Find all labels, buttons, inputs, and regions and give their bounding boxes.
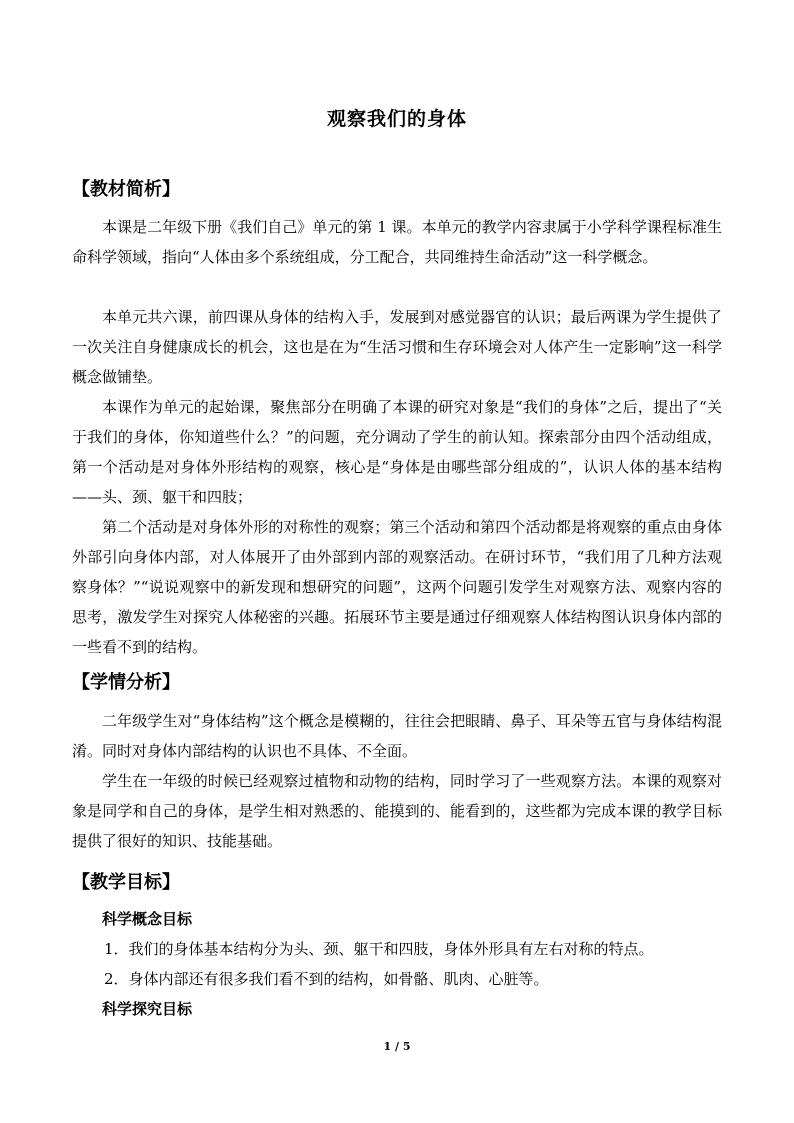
paragraph: 本课作为单元的起始课，聚焦部分在明确了本课的研究对象是“我们的身体”之后，提出了“关于我们的身体，你知道些什么？”的问题，充分调动了学生的前认知。探索部分由四个活动组成，第一个活动是对身体外形结构的观察，核心是“身体是由哪些部分组成的”，认识人体的基本结构——头、颈、躯干和四肢；: [72, 398, 722, 506]
subheading-science-inquiry-goals: 科学探究目标: [102, 1000, 193, 1018]
section-heading-textbook-analysis: 【教材简析】: [72, 179, 180, 200]
document-title: 观察我们的身体: [326, 108, 467, 130]
paragraph: 学生在一年级的时候已经观察过植物和动物的结构，同时学习了一些观察方法。本课的观察对象是同学和自己的身体，是学生相对熟悉的、能摸到的、能看到的，这些都为完成本课的教学目标提供了很好的知识、技能基础。: [72, 772, 722, 850]
section-heading-learner-analysis: 【学情分析】: [72, 672, 180, 693]
paragraph: 本单元共六课，前四课从身体的结构入手，发展到对感觉器官的认识；最后两课为学生提供了一次关注自身健康成长的机会，这也是在为“生活习惯和生存环境会对人体产生一定影响”这一科学概念做铺垫。: [72, 308, 722, 386]
paragraph: 二年级学生对“身体结构”这个概念是模糊的，往往会把眼睛、鼻子、耳朵等五官与身体结构混淆。同时对身体内部结构的认识也不具体、不全面。: [72, 712, 722, 760]
subheading-science-concept-goals: 科学概念目标: [102, 910, 193, 928]
page-number: 1 / 5: [383, 1040, 411, 1053]
section-heading-teaching-goals: 【教学目标】: [72, 872, 180, 893]
paragraph: 本课是二年级下册《我们自己》单元的第 1 课。本单元的教学内容隶属于小学科学课程标准生命科学领域，指向“人体由多个系统组成，分工配合，共同维持生命活动”这一科学概念。: [72, 218, 722, 266]
paragraph: 第二个活动是对身体外形的对称性的观察；第三个活动和第四个活动都是将观察的重点由身体外部引向身体内部，对人体展开了由外部到内部的观察活动。在研讨环节，“我们用了几种方法观察身体？”“说说观察中的新发现和想研究的问题”，这两个问题引发学生对观察方法、观察内容的思考，激发学生对探究人体秘密的兴趣。拓展环节主要是通过仔细观察人体结构图认识身体内部的一些看不到的结构。: [72, 518, 722, 656]
list-item: 2．身体内部还有很多我们看不到的结构，如骨骼、肌肉、心脏等。: [104, 970, 549, 988]
list-item: 1．我们的身体基本结构分为头、颈、躯干和四肢，身体外形具有左右对称的特点。: [104, 940, 654, 958]
